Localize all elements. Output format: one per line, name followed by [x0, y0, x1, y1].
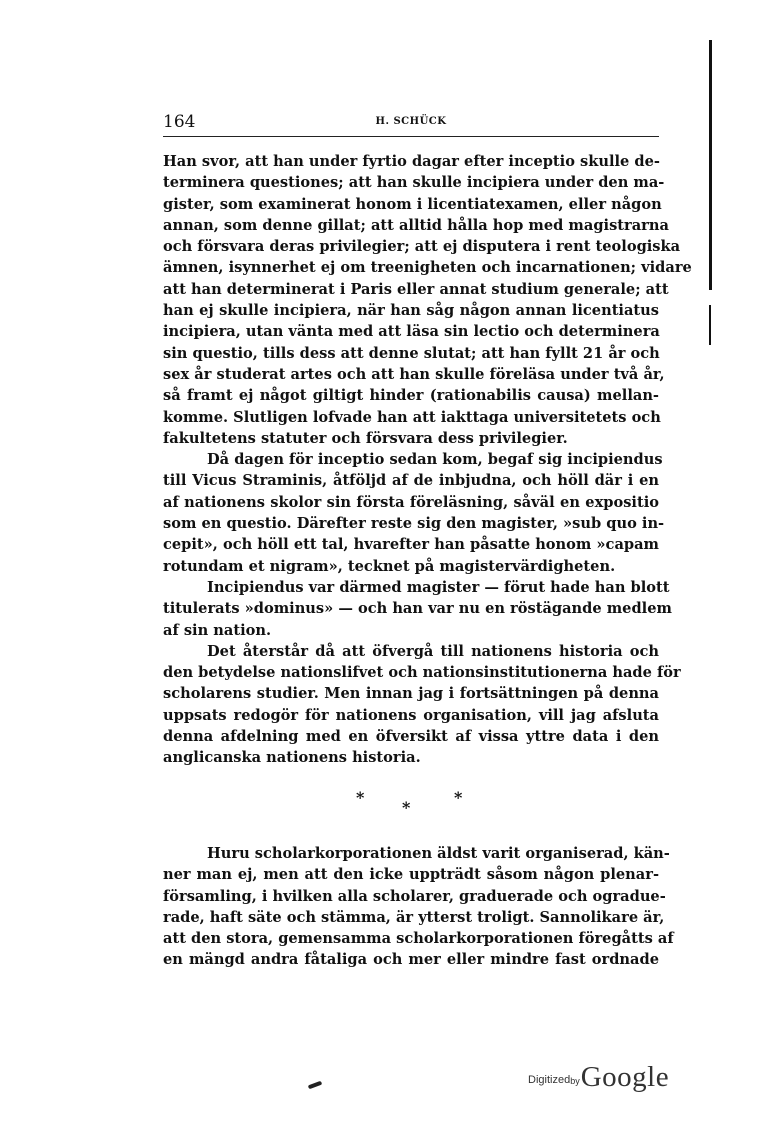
- text-line: Det återstår då att öfvergå till nationens historia och: [207, 642, 659, 660]
- text-line: gister, som examinerat honom i licentiatexamen, eller någon: [163, 195, 662, 213]
- text-line: Incipiendus var därmed magister — förut hade han blott: [207, 578, 670, 596]
- text-line: sex år studerat artes och att han skulle föreläsa under två år,: [163, 365, 665, 383]
- text-line: terminera questiones; att han skulle incipiera under den ma-: [163, 174, 665, 192]
- text-line: cepit», och höll ett tal, hvarefter han påsatte honom »capam: [163, 536, 659, 554]
- body-text: [163, 151, 692, 769]
- text-line: Huru scholarkorporationen äldst varit organiserad, kän-: [207, 845, 670, 862]
- asterisk: *: [454, 788, 463, 807]
- text-line: af sin nation.: [163, 621, 272, 639]
- text-line: sin questio, tills dess att denne slutat; att han fyllt 21 år och: [163, 344, 660, 362]
- google-logo: Google: [580, 1061, 670, 1093]
- text-line: uppsats redogör för nationens organisation, vill jag afsluta: [163, 706, 659, 724]
- text-line: fakultetens statuter och försvara dess privilegier.: [163, 429, 568, 447]
- text-line: att den stora, gemensamma scholarkorporationen föregåtts af: [163, 930, 674, 948]
- text-line: Han svor, att han under fyrtio dagar efter inceptio skulle de-: [163, 153, 660, 170]
- text-line: den betydelse nationslifvet och nationsinstitutionerna hade för: [163, 664, 681, 682]
- text-line: en mängd andra fåtaliga och mer eller mindre fast ordnade: [163, 951, 659, 969]
- text-line: annan, som denne gillat; att alltid hålla hop med magistrarna: [163, 216, 669, 234]
- running-head: H. SCHÜCK: [375, 116, 447, 127]
- paragraph: [163, 577, 672, 641]
- digitized-by-google-watermark: [528, 1052, 728, 1092]
- watermark-by: by: [570, 1076, 580, 1086]
- text-line: till Vicus Straminis, åtföljd af de inbjudna, och höll där i en: [163, 472, 659, 490]
- text-line: incipiera, utan vänta med att läsa sin lectio och determinera: [163, 323, 660, 341]
- text-line: han ej skulle incipiera, när han såg någon annan licentiatus: [163, 302, 659, 320]
- text-line: rade, haft säte och stämma, är ytterst troligt. Sannolikare är,: [163, 908, 665, 926]
- body-text-section-2: [163, 843, 674, 971]
- text-line: ämnen, isynnerhet ej om treenigheten och incarnationen; vidare: [163, 259, 692, 277]
- text-line: ner man ej, men att den icke uppträdt såsom någon plenar-: [163, 866, 659, 884]
- text-line: som en questio. Därefter reste sig den magister, »sub quo in-: [163, 515, 665, 533]
- asterisk: *: [402, 798, 411, 817]
- text-line: komme. Slutligen lofvade han att iakttaga universitetets och: [163, 408, 661, 426]
- text-line: och försvara deras privilegier; att ej disputera i rent teologiska: [163, 238, 681, 256]
- text-line: scholarens studier. Men innan jag i fortsättningen på denna: [163, 685, 659, 703]
- paragraph: [163, 843, 674, 971]
- scan-edge-mark: [709, 305, 711, 345]
- text-line: denna afdelning med en öfversikt af vissa yttre data i den: [163, 728, 659, 746]
- text-line: af nationens skolor sin första föreläsning, såväl en expositio: [163, 493, 659, 511]
- text-line: församling, i hvilken alla scholarer, graduerade och ogradue-: [163, 887, 666, 905]
- text-line: anglicanska nationens historia.: [163, 749, 421, 767]
- text-line: Då dagen för inceptio sedan kom, begaf sig incipiendus: [207, 451, 663, 469]
- scan-edge-mark: [709, 40, 712, 290]
- text-line: att han determinerat i Paris eller annat studium generale; att: [163, 280, 669, 298]
- page-header: [163, 112, 659, 137]
- section-break-asterism: [340, 788, 480, 818]
- paragraph: [163, 641, 681, 769]
- ink-smudge: [308, 1081, 323, 1090]
- asterisk: *: [356, 788, 365, 807]
- paragraph: [163, 151, 692, 449]
- paragraph: [163, 449, 665, 577]
- text-line: rotundam et nigram», tecknet på magistervärdigheten.: [163, 557, 616, 575]
- text-line: så framt ej något giltigt hinder (rationabilis causa) mellan-: [163, 387, 659, 405]
- text-line: titulerats »dominus» — och han var nu en röstägande medlem: [163, 600, 672, 618]
- page-number: 164: [163, 112, 196, 132]
- watermark-digitized: Digitized: [528, 1074, 571, 1086]
